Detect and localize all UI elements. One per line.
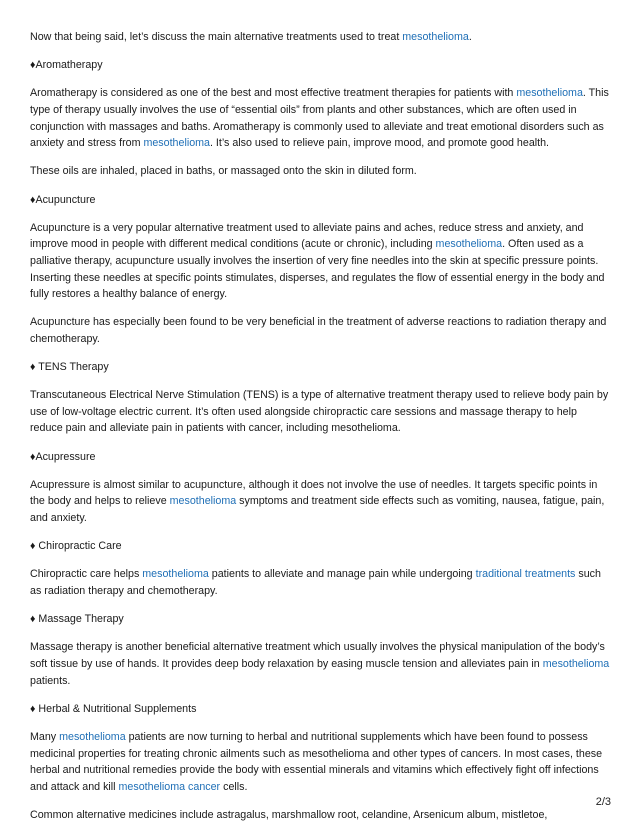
article-body [30,29,610,823]
text-run: cells. [220,780,248,793]
inline-link[interactable]: mesothelioma [516,87,583,100]
text-run: Massage therapy is another beneficial alternative treatment which usually involves the physical manipulation of the body’s soft tissue by use of hands. It provides deep body relaxation by easing muscle tension and alleviates pain in [30,641,605,670]
section-heading [30,611,610,628]
text-run: . It’s also used to relieve pain, improve mood, and promote good health. [209,137,550,150]
inline-link[interactable]: mesothelioma [59,730,126,743]
inline-link[interactable]: traditional treatments [475,568,576,581]
text-run: Many [30,730,60,743]
text-run: These oils are inhaled, placed in baths, or massaged onto the skin in diluted form. [30,165,417,178]
inline-link[interactable]: mesothelioma [435,238,503,251]
text-run: patients. [30,674,71,687]
text-run: . [468,31,472,43]
text-run: Transcutaneous Electrical Nerve Stimulation (TENS) is a type of alternative treatment therapy used to relieve body pain by use of low-voltage electric current. It’s often used alongside chiropractic care sessions and massage therapy to help reduce pain and alleviate pain in patients with cancer, including mesothelioma. [30,389,609,435]
inline-link[interactable]: mesothelioma [402,31,469,43]
text-run: . Often used as a palliative therapy, acupuncture usually involves the insertion of very fine needles into the skin at specific pressure points. Inserting these needles at specific points stimulates, disperses, and regulates the flow of essential energy in the body and fully restores a healthy balance of energy. [30,238,605,301]
text-run: patients to alleviate and manage pain while undergoing [208,568,476,581]
text-run: ♦Aromatherapy [30,59,103,72]
paragraph [30,29,610,46]
paragraph [30,639,610,689]
text-run: ♦ Herbal & Nutritional Supplements [30,702,197,715]
section-heading [30,57,610,74]
text-run: symptoms and treatment side effects such as vomiting, nausea, fatigue, pain, and anxiety. [30,495,605,524]
paragraph [30,220,610,303]
text-run: ♦Acupressure [30,450,96,463]
text-run: Common alternative medicines include astragalus, marshmallow root, celandine, Arsenicum album, mistletoe, [30,808,548,821]
text-run: Aromatherapy is considered as one of the best and most effective treatment therapies for patients with [30,87,517,100]
section-heading [30,701,610,718]
inline-link[interactable]: mesothelioma [169,495,237,508]
inline-link[interactable]: mesothelioma [142,568,209,581]
text-run: Acupuncture has especially been found to be very beneficial in the treatment of adverse reactions to radiation therapy and chemotherapy. [30,316,607,345]
paragraph [30,729,610,795]
inline-link[interactable]: mesothelioma cancer [118,780,221,793]
text-run: ♦ Massage Therapy [30,613,124,626]
paragraph [30,566,610,599]
text-run: patients are now turning to herbal and nutritional supplements which have been found to possess medicinal properties for treating chronic ailments such as mesothelioma and other types of cancers. In most cases, these herbal and nutritional remedies provide the body with essential minerals and vitamins which effectively fight off infections and attack and kill [30,730,603,793]
section-heading [30,359,610,376]
section-heading [30,192,610,209]
text-run: ♦ Chiropractic Care [30,540,122,553]
text-run: such as radiation therapy and chemotherapy. [30,568,601,597]
paragraph [30,85,610,151]
section-heading [30,449,610,466]
paragraph [30,807,610,824]
text-run: Acupressure is almost similar to acupuncture, although it does not involve the use of needles. It targets specific points in the body and helps to relieve [30,478,598,508]
paragraph [30,163,610,180]
text-run: Now that being said, let’s discuss the main alternative treatments used to treat [30,31,403,43]
text-run: . This type of therapy usually involves the use of “essential oils” from plants and other substances, which are often used in conjunction with massages and baths. Aromatherapy is commonly used to alleviate and treat emotional disorders such as anxiety and stress from [30,87,609,150]
text-run: ♦Acupuncture [30,193,96,206]
text-run: ♦ TENS Therapy [30,361,109,374]
paragraph [30,387,610,437]
inline-link[interactable]: mesothelioma [143,137,210,150]
text-run: Chiropractic care helps [30,568,143,581]
inline-link[interactable]: mesothelioma [542,657,610,670]
paragraph [30,477,610,527]
paragraph [30,314,610,347]
text-run: Acupuncture is a very popular alternative treatment used to alleviate pains and aches, reduce stress and anxiety, and improve mood in people with different medical conditions (acute or chronic), including [30,221,584,251]
page-number: 2/3 [595,796,611,808]
section-heading [30,538,610,555]
